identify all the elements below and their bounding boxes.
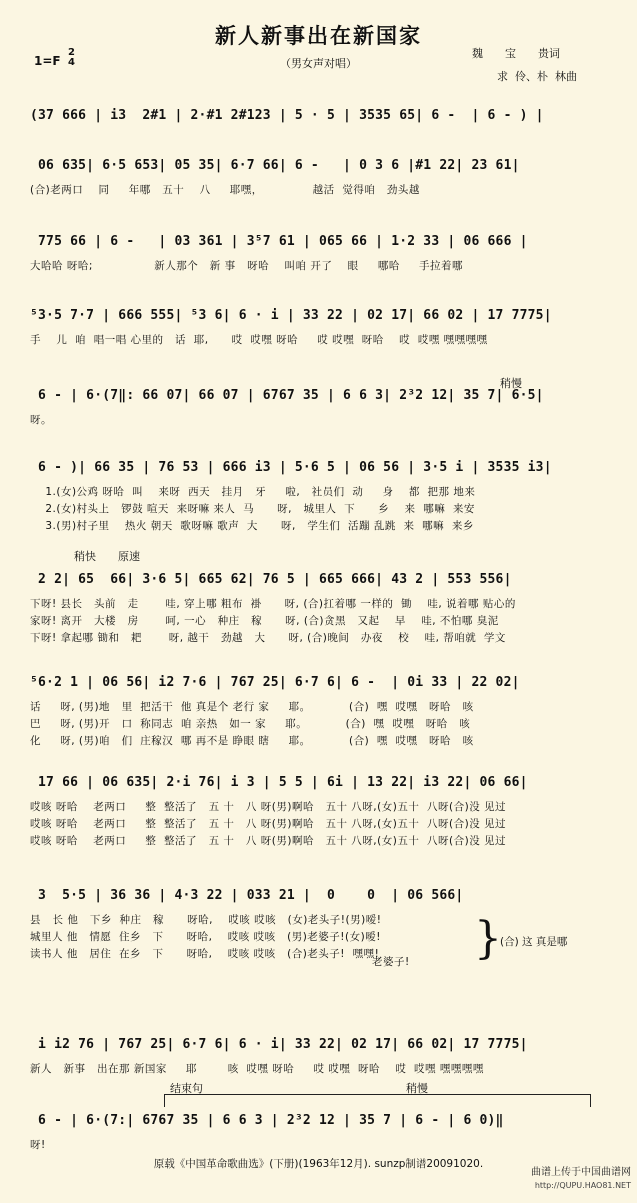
notation-line: 775 66 | 6 - | 03 361 | 3⁵7 61 | 065 66 | 1·2 33 | 06 666 | [30,234,528,249]
notation-line: 06 635| 6·5 653| 05 35| 6·7 66| 6 - | 0 3 6 |#1 22| 23 61| [30,158,520,173]
watermark-text: 曲谱上传于中国曲谱网 [531,1167,631,1178]
time-signature: 2 4 [68,47,75,68]
tempo-marking: 稍慢 [406,1082,428,1095]
composer-credit: 求 伶、朴 林曲 [497,70,577,83]
chorus-cue: (合) 这 真是哪 [500,936,568,948]
notation-line: ⁵3·5 7·7 | 666 555| ⁵3 6| 6 · i | 33 22 | 02 17| 66 02 | 17 7775| [30,308,552,323]
song-subtitle: （男女声对唱） [280,57,357,70]
song-title: 新人新事出在新国家 [215,23,422,48]
lyric-extra: 老婆子! [372,956,410,968]
ending-bracket [164,1094,591,1107]
lyric-line: 话 呀, (男)地 里 把活干 他 真是个 老行 家 耶。 (合) 嘿 哎嘿 呀哈 咳 [30,701,474,713]
lyric-line: 呀! [30,1139,46,1151]
lyric-line: 县 长 他 下乡 种庄 稼 呀哈, 哎咳 哎咳 (女)老头子!(男)嗳! [30,914,382,926]
watermark-url: http://QUPU.HAO81.NET [534,1181,631,1190]
lyric-line: 读书人 他 居住 在乡 下 呀哈, 哎咳 哎咳 (合)老头子! 嘿嘿! [30,948,380,960]
lyric-line: 巴 呀, (男)开 口 称同志 咱 亲热 如一 家 耶。 (合) 嘿 哎嘿 呀哈 咳 [30,718,471,730]
lyric-line: 下呀! 拿起哪 锄和 耙 呀, 越干 劲越 大 呀, (合)晚间 办夜 校 哇, 帮咱就 学文 [30,632,506,644]
brace-symbol: } [474,913,502,964]
notation-line: 2 2| 65 66| 3·6 5| 665 62| 76 5 | 665 666| 43 2 | 553 556| [30,572,512,587]
lyric-line: 新人 新事 出在那 新国家 耶 咳 哎嘿 呀哈 哎 哎嘿 呀哈 哎 哎嘿 嘿嘿嘿嘿 [30,1063,484,1075]
lyric-line: 家呀! 离开 大楼 房 呵, 一心 种庄 稼 呀, (合)贪黑 又起 早 哇, 不怕哪 臭泥 [30,615,499,627]
lyricist-credit: 魏 宝 贵词 [472,47,560,60]
lyric-line: 手 儿 咱 唱一唱 心里的 话 耶, 哎 哎嘿 呀哈 哎 哎嘿 呀哈 哎 哎嘿 嘿嘿嘿嘿 [30,334,488,346]
lyric-line: 哎咳 呀哈 老两口 整 整活了 五 十 八 呀(男)啊哈 五十 八呀,(女)五十 八呀(合)没 见过 [30,818,507,830]
lyric-line: 化 呀, (男)咱 们 庄稼汉 哪 再不是 睁眼 瞎 耶。 (合) 嘿 哎嘿 呀哈 咳 [30,735,474,747]
lyric-line: (合)老两口 同 年哪 五十 八 耶嘿， 越活 觉得咱 劲头越 [30,184,420,196]
notation-line: 6 - | 6·(7‖: 66 07| 66 07 | 6767 35 | 6 6 3| 2³2 12| 35 7| 6·5| [30,388,544,403]
lyric-line: 城里人 他 情愿 住乡 下 呀哈, 哎咳 哎咳 (男)老婆子!(女)嗳! [30,931,381,943]
lyric-line: 3.(男)村子里 热火 朝天 歌呀嘛 歌声 大 呀, 学生们 活蹦 乱跳 来 哪嘛 来乡 [30,520,474,532]
ending-phrase-label: 结束句 [170,1082,203,1095]
notation-line: 3 5·5 | 36 36 | 4·3 22 | 033 21 | 0 0 | 06 566| [30,888,464,903]
lyric-line: 呀。 [30,414,52,426]
key-signature: 1=F [34,54,61,68]
tempo-marking: 稍慢 [500,377,522,390]
tempo-marking: 原速 [118,550,140,563]
lyric-line: 1.(女)公鸡 呀哈 叫 来呀 西天 挂月 牙 啦, 社员们 动 身 都 把那 地来 [30,486,476,498]
notation-line: 6 - )| 66 35 | 76 53 | 666 i3 | 5·6 5 | 06 56 | 3·5 i | 3535 i3| [30,460,552,475]
lyric-line: 大哈哈 呀哈; 新人那个 新 事 呀哈 叫咱 开了 眼 哪哈 手拉着哪 [30,260,464,272]
notation-line: 17 66 | 06 635| 2·i 76| i 3 | 5 5 | 6i | 13 22| i3 22| 06 66| [30,775,528,790]
notation-line: 6 - | 6·(7:| 6767 35 | 6 6 3 | 2³2 12 | 35 7 | 6 - | 6 0)‖ [30,1113,504,1128]
tempo-marking: 稍快 [74,550,96,563]
lyric-line: 2.(女)村头上 锣鼓 喧天 来呀嘛 来人 马 呀, 城里人 下 乡 来 哪嘛 来安 [30,503,475,515]
notation-line: (37 666 | i3 2#1 | 2·#1 2#123 | 5 · 5 | 3535 65| 6 - | 6 - ) | [30,108,544,123]
notation-line: i i2 76 | 767 25| 6·7 6| 6 · i| 33 22| 02 17| 66 02| 17 7775| [30,1037,528,1052]
lyric-line: 哎咳 呀哈 老两口 整 整活了 五 十 八 呀(男)啊哈 五十 八呀,(女)五十 八呀(合)没 见过 [30,835,507,847]
source-footer: 原载《中国革命歌曲选》(下册)(1963年12月). sunzp制谱20091020. [153,1158,484,1170]
lyric-line: 哎咳 呀哈 老两口 整 整活了 五 十 八 呀(男)啊哈 五十 八呀,(女)五十 八呀(合)没 见过 [30,801,507,813]
lyric-line: 下呀! 县长 头前 走 哇, 穿上哪 粗布 褂 呀, (合)扛着哪 一样的 锄 哇, 说着哪 贴心的 [30,598,516,610]
notation-line: ⁵6·2 1 | 06 56| i2 7·6 | 767 25| 6·7 6| 6 - | 0i 33 | 22 02| [30,675,520,690]
watermark [531,1166,631,1192]
